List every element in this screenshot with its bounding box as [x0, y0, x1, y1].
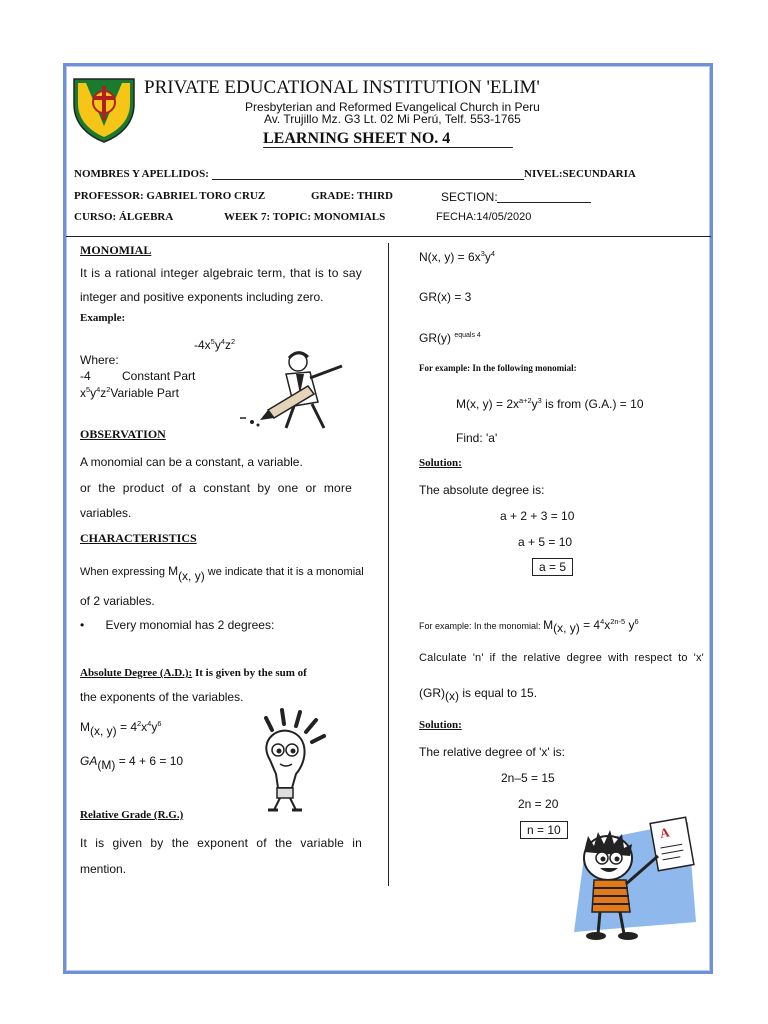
lightbulb-illustration	[252, 704, 336, 819]
characteristics-heading: CHARACTERISTICS	[80, 531, 197, 545]
gr-x-is: is equal to 15.	[462, 686, 538, 700]
observation-heading: OBSERVATION	[80, 427, 166, 441]
solution-2-heading: Solution:	[419, 719, 462, 731]
gr-x: GR(x) = 3	[419, 290, 472, 304]
calculate-line: Calculate 'n' if the relative degree with respect to 'x'	[419, 652, 704, 664]
date-label: FECHA:14/05/2020	[436, 211, 532, 223]
equation-2: a + 5 = 10	[518, 535, 573, 549]
relative-grade-heading: Relative Grade (R.G.)	[80, 809, 184, 821]
characteristics-pre: When expressing	[80, 566, 165, 578]
equation-3: 2n–5 = 15	[501, 771, 555, 785]
section-label: SECTION:	[441, 190, 498, 204]
title-underline	[263, 147, 513, 148]
where-label: Where:	[80, 353, 119, 367]
observation-line-3: variables.	[80, 506, 132, 520]
school-logo	[72, 76, 136, 149]
church-name: Presbyterian and Reformed Evangelical Church in Peru	[245, 100, 540, 114]
example-2-line: For example: In the monomial: M(x, $y) = 4^4x^{2n-5}$ $y^6$	[419, 617, 639, 635]
absolute-degree-def: It is given by the sum of	[192, 667, 307, 679]
constant-coef: -4	[80, 369, 91, 383]
definition-line-1: It is a rational integer algebraic term, that is to say	[80, 266, 362, 280]
relative-grade-line-1: It is given by the exponent of the variable in	[80, 836, 362, 850]
example-2-intro: For example: In the monomial:	[419, 621, 541, 631]
absolute-degree-line-1	[80, 667, 307, 679]
solution-1-heading: Solution:	[419, 457, 462, 469]
observation-line-1: A monomial can be a constant, a variable.	[80, 455, 303, 469]
writing-man-illustration	[238, 348, 348, 435]
address: Av. Trujillo Mz. G3 Lt. 02 Mi Perú, Telf. 553-1765	[264, 112, 521, 126]
find-label: Find: 'a'	[456, 431, 498, 445]
answer-a: a = 5	[532, 558, 573, 576]
ga-equation-value: = 4 + 6 = 10	[118, 754, 184, 768]
gr-x-value: = 3	[454, 290, 472, 304]
absolute-degree-heading: Absolute Degree (A.D.):	[80, 667, 193, 679]
relative-degree-intro: The relative degree of 'x' is:	[419, 745, 565, 759]
example-1-tail: is from (G.A.) = 10	[545, 397, 644, 411]
bullet-line	[80, 618, 274, 632]
bullet-text: Every monomial has 2 degrees:	[105, 618, 275, 632]
characteristics-post: we indicate that it is a monomial	[207, 566, 364, 578]
example-1-monomial: M(x, $y) = 2x^{a+2}y^3$ is from (G.A.) = 10	[456, 396, 644, 411]
gr-x-statement: (GR)(x) is equal to 15.	[419, 686, 538, 703]
monomial-heading: MONOMIAL	[80, 243, 152, 257]
relative-grade-line-2: mention.	[80, 862, 127, 876]
example-label: Example:	[80, 312, 126, 324]
institution-name: PRIVATE EDUCATIONAL INSTITUTION 'ELIM'	[144, 77, 540, 98]
equation-1: a + 2 + 3 = 10	[500, 509, 575, 523]
constant-part-label: Constant Part	[122, 369, 196, 383]
n-monomial: N(x, $y) = 6x^3y^4$	[419, 249, 495, 264]
characteristics-line-1: When expressing M(x, y) we indicate that it is a monomial	[80, 564, 364, 583]
equation-4: 2n = 20	[518, 797, 559, 811]
absolute-degree-intro: The absolute degree is:	[419, 483, 545, 497]
variable-part: $x^5y^4z^2Variable$ Part	[80, 385, 179, 400]
sheet-title: LEARNING SHEET NO. 4	[263, 130, 451, 147]
grade-label: GRADE: THIRD	[311, 190, 394, 202]
example-monomial: $-4x^5y^4z^2$	[194, 337, 236, 352]
level-label: NIVEL:SECUNDARIA	[524, 168, 636, 180]
ga-equation: GA(M) = 4 + 6 = 10	[80, 754, 184, 772]
svg-text:A: A	[658, 824, 671, 841]
example-1-intro: For example: In the following monomial:	[419, 363, 577, 373]
answer-n: n = 10	[520, 821, 568, 839]
names-blank	[212, 179, 524, 180]
names-label: NOMBRES Y APELLIDOS:	[74, 168, 209, 180]
gr-y: GR(y) $^{equals 4}$	[419, 331, 481, 345]
column-divider	[388, 243, 389, 886]
variable-part-label: Variable Part	[110, 386, 179, 400]
week-label: WEEK 7: TOPIC: MONOMIALS	[224, 211, 386, 223]
characteristics-line-2: of 2 variables.	[80, 594, 155, 608]
bullet-dot: •	[80, 618, 85, 632]
example-mxy: M(x, $y) = 4^2x^4y^6$	[80, 719, 162, 738]
course-label: CURSO: ÁLGEBRA	[74, 211, 174, 223]
gr-y-note: equals 4	[454, 332, 481, 339]
observation-line-2: or the product of a constant by one or more	[80, 481, 352, 495]
student-a-plus-illustration	[566, 812, 706, 952]
definition-line-2: integer and positive exponents including zero.	[80, 290, 324, 304]
absolute-degree-line-2: the exponents of the variables.	[80, 690, 244, 704]
professor-label: PROFESSOR: GABRIEL TORO CRUZ	[74, 190, 266, 202]
section-blank	[497, 202, 591, 203]
header-divider	[66, 236, 711, 237]
